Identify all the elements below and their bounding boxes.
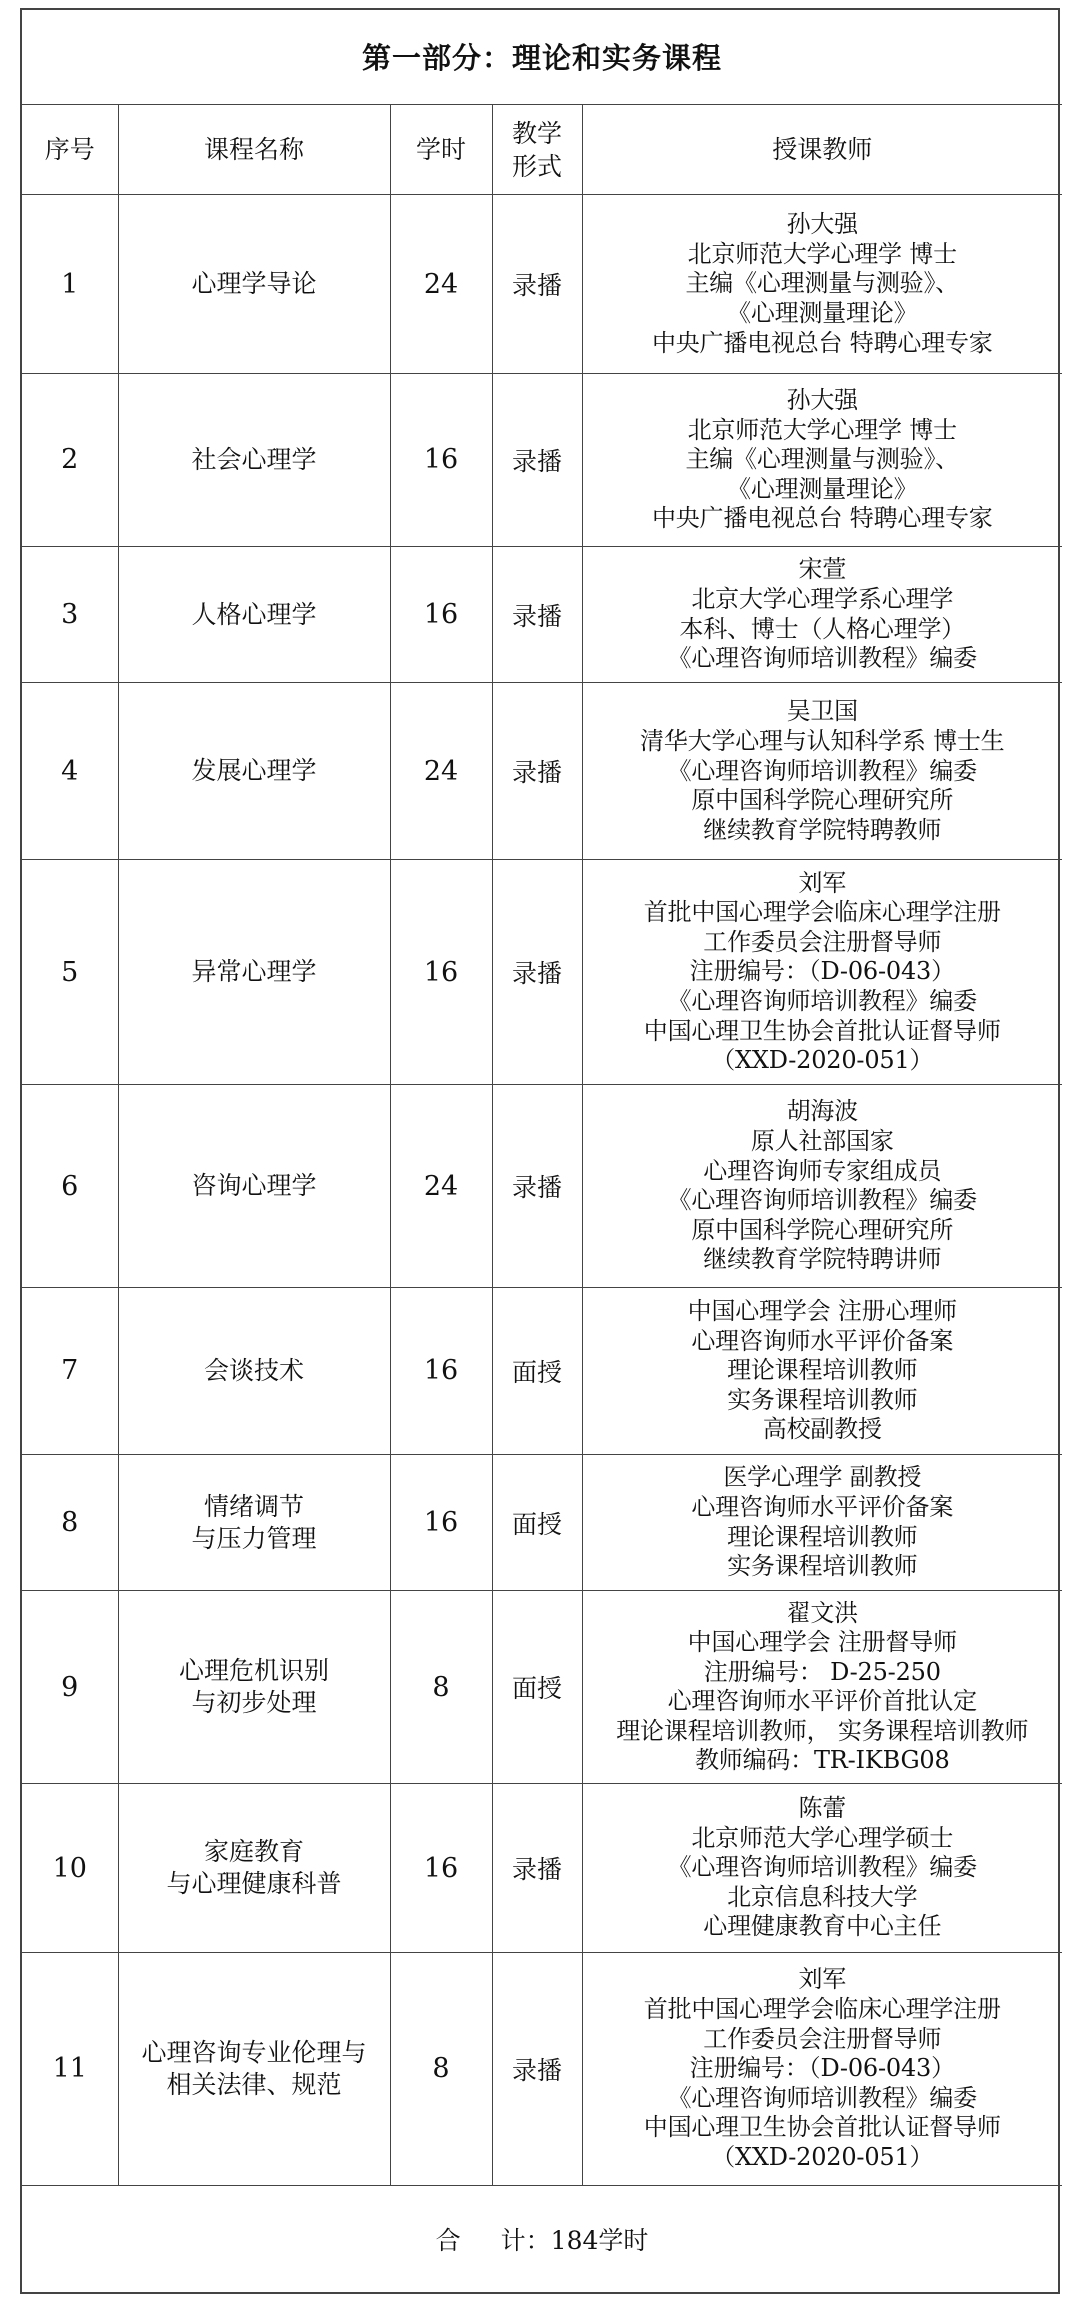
teacher-info-line: 首批中国心理学会临床心理学注册 xyxy=(643,898,1001,927)
teacher-info-line: 刘军 xyxy=(798,1965,847,1994)
row-form: 录播 xyxy=(492,860,582,1085)
teacher-info-line: 注册编号：（D-06-043） xyxy=(689,957,955,986)
total-cell xyxy=(22,2185,1062,2292)
row-index: 9 xyxy=(22,1591,118,1784)
row-form: 面授 xyxy=(492,1288,582,1455)
section-title: 第一部分：理论和实务课程 xyxy=(22,10,1062,104)
table-row xyxy=(22,1591,1062,1784)
row-hours: 8 xyxy=(390,1591,492,1784)
row-teacher xyxy=(582,860,1062,1085)
teacher-info-line: 理论课程培训教师， 实务课程培训教师 xyxy=(616,1716,1029,1745)
table-row xyxy=(22,1454,1062,1591)
row-teacher xyxy=(582,1288,1062,1455)
course-name-line: 与压力管理 xyxy=(191,1523,317,1553)
teacher-info-line: 中国心理卫生协会首批认证督导师 xyxy=(643,1016,1001,1045)
table-row xyxy=(22,1784,1062,1953)
teacher-info-line: 清华大学心理与认知科学系 博士生 xyxy=(640,726,1005,755)
teacher-info-line: 工作委员会注册督导师 xyxy=(703,2024,942,2053)
row-course xyxy=(118,1591,390,1784)
row-form: 录播 xyxy=(492,546,582,683)
teacher-info-line: 《心理咨询师培训教程》编委 xyxy=(667,2083,977,2112)
teacher-info-line: 宋萱 xyxy=(798,555,847,584)
row-hours: 24 xyxy=(390,1085,492,1288)
teacher-info-line: 继续教育学院特聘教师 xyxy=(703,815,942,844)
course-name-line: 情绪调节 xyxy=(203,1491,304,1521)
teacher-info-line: 主编《心理测量与测验》、 xyxy=(685,445,960,474)
course-name-line: 社会心理学 xyxy=(191,444,317,474)
row-index: 8 xyxy=(22,1454,118,1591)
row-course xyxy=(118,1952,390,2185)
row-course xyxy=(118,860,390,1085)
teacher-info-line: 《心理测量理论》 xyxy=(727,474,918,503)
teacher-info-line: 《心理咨询师培训教程》编委 xyxy=(667,644,977,673)
row-form: 录播 xyxy=(492,1085,582,1288)
teacher-info-line: 《心理咨询师培训教程》编委 xyxy=(667,1853,977,1882)
row-course xyxy=(118,374,390,547)
teacher-info-line: 实务课程培训教师 xyxy=(727,1385,918,1414)
teacher-info-line: 理论课程培训教师 xyxy=(727,1356,918,1385)
row-hours: 16 xyxy=(390,374,492,547)
teacher-info-line: 陈蕾 xyxy=(798,1794,847,1823)
row-hours: 16 xyxy=(390,1288,492,1455)
course-name-line: 相关法律、规范 xyxy=(166,2069,342,2099)
teacher-info-line: 实务课程培训教师 xyxy=(727,1552,918,1581)
row-index: 4 xyxy=(22,683,118,860)
table-row xyxy=(22,683,1062,860)
header-hours: 学时 xyxy=(390,104,492,194)
row-form: 面授 xyxy=(492,1591,582,1784)
row-course xyxy=(118,1784,390,1953)
total-label-a: 合 xyxy=(435,2225,461,2255)
teacher-info-line: 北京师范大学心理学硕士 xyxy=(691,1823,954,1852)
teacher-info-line: （XXD-2020-051） xyxy=(711,1046,934,1075)
row-hours: 16 xyxy=(390,860,492,1085)
header-index: 序号 xyxy=(22,104,118,194)
teacher-info-line: 原中国科学院心理研究所 xyxy=(691,786,954,815)
row-course xyxy=(118,546,390,683)
course-name-line: 异常心理学 xyxy=(191,957,317,987)
teacher-info-line: 心理咨询师水平评价备案 xyxy=(691,1326,954,1355)
row-hours: 16 xyxy=(390,546,492,683)
table-row xyxy=(22,546,1062,683)
total-row xyxy=(22,2185,1062,2292)
row-form: 录播 xyxy=(492,683,582,860)
row-teacher xyxy=(582,683,1062,860)
row-index: 3 xyxy=(22,546,118,683)
row-hours: 24 xyxy=(390,195,492,374)
teacher-info-line: 首批中国心理学会临床心理学注册 xyxy=(643,1994,1001,2023)
teacher-info-line: 心理咨询师专家组成员 xyxy=(703,1156,942,1185)
teacher-info-line: 教师编码：TR-IKBG08 xyxy=(694,1746,950,1775)
teacher-info-line: 《心理咨询师培训教程》编委 xyxy=(667,986,977,1015)
course-name-line: 与初步处理 xyxy=(191,1688,317,1718)
teacher-info-line: 翟文洪 xyxy=(786,1598,858,1627)
course-name-line: 咨询心理学 xyxy=(191,1171,317,1201)
table-row xyxy=(22,374,1062,547)
row-hours: 16 xyxy=(390,1784,492,1953)
teacher-info-line: 北京大学心理学系心理学 xyxy=(691,585,954,614)
teacher-info-line: 主编《心理测量与测验》、 xyxy=(685,269,960,298)
teacher-info-line: 北京师范大学心理学 博士 xyxy=(687,415,957,444)
teacher-info-line: 中国心理学会 注册心理师 xyxy=(687,1296,957,1325)
teacher-info-line: 《心理测量理论》 xyxy=(727,298,918,327)
total-label-b: 计：184学时 xyxy=(500,2225,649,2255)
teacher-info-line: 孙大强 xyxy=(786,385,858,414)
table-row xyxy=(22,1085,1062,1288)
teacher-info-line: （XXD-2020-051） xyxy=(711,2142,934,2171)
row-form: 面授 xyxy=(492,1454,582,1591)
teacher-info-line: 胡海波 xyxy=(786,1097,858,1126)
table-row xyxy=(22,1952,1062,2185)
teacher-info-line: 注册编号： D-25-250 xyxy=(703,1657,941,1686)
row-index: 5 xyxy=(22,860,118,1085)
teacher-info-line: 高校副教授 xyxy=(762,1415,882,1444)
row-course xyxy=(118,1454,390,1591)
course-name-line: 与心理健康科普 xyxy=(166,1869,342,1899)
row-form: 录播 xyxy=(492,195,582,374)
teacher-info-line: 中央广播电视总台 特聘心理专家 xyxy=(651,504,993,533)
row-course xyxy=(118,195,390,374)
table-row xyxy=(22,1288,1062,1455)
course-name-line: 家庭教育 xyxy=(203,1837,304,1867)
row-index: 7 xyxy=(22,1288,118,1455)
header-form xyxy=(492,104,582,194)
header-teacher: 授课教师 xyxy=(582,104,1062,194)
row-course xyxy=(118,1085,390,1288)
row-form: 录播 xyxy=(492,1952,582,2185)
row-form: 录播 xyxy=(492,374,582,547)
header-course: 课程名称 xyxy=(118,104,390,194)
teacher-info-line: 心理咨询师水平评价备案 xyxy=(691,1492,954,1521)
teacher-info-line: 注册编号：（D-06-043） xyxy=(689,2054,955,2083)
teacher-info-line: 心理咨询师水平评价首批认定 xyxy=(667,1687,977,1716)
course-name-line: 会谈技术 xyxy=(203,1355,304,1385)
course-name-line: 发展心理学 xyxy=(191,756,317,786)
teacher-info-line: 中央广播电视总台 特聘心理专家 xyxy=(651,328,993,357)
row-teacher xyxy=(582,546,1062,683)
teacher-info-line: 理论课程培训教师 xyxy=(727,1522,918,1551)
teacher-info-line: 孙大强 xyxy=(786,210,858,239)
row-index: 6 xyxy=(22,1085,118,1288)
row-index: 11 xyxy=(22,1952,118,2185)
teacher-info-line: 医学心理学 副教授 xyxy=(723,1463,922,1492)
teacher-info-line: 中国心理学会 注册督导师 xyxy=(687,1628,957,1657)
teacher-info-line: 原人社部国家 xyxy=(750,1126,894,1155)
teacher-info-line: 刘军 xyxy=(798,868,847,897)
teacher-info-line: 《心理咨询师培训教程》编委 xyxy=(667,1186,977,1215)
header-form-line1: 教学 xyxy=(511,118,562,148)
row-teacher xyxy=(582,1952,1062,2185)
teacher-info-line: 《心理咨询师培训教程》编委 xyxy=(667,756,977,785)
teacher-info-line: 继续教育学院特聘讲师 xyxy=(703,1245,942,1274)
course-table xyxy=(22,10,1062,2292)
row-course xyxy=(118,1288,390,1455)
row-hours: 16 xyxy=(390,1454,492,1591)
section-title-row xyxy=(22,10,1062,104)
teacher-info-line: 中国心理卫生协会首批认证督导师 xyxy=(643,2113,1001,2142)
teacher-info-line: 本科、博士（人格心理学） xyxy=(679,614,966,643)
course-name-line: 心理学导论 xyxy=(191,269,317,299)
row-teacher xyxy=(582,1784,1062,1953)
row-form: 录播 xyxy=(492,1784,582,1953)
row-index: 1 xyxy=(22,195,118,374)
row-teacher xyxy=(582,195,1062,374)
row-hours: 24 xyxy=(390,683,492,860)
teacher-info-line: 吴卫国 xyxy=(786,697,858,726)
teacher-info-line: 北京信息科技大学 xyxy=(727,1882,918,1911)
table-row xyxy=(22,195,1062,374)
row-index: 10 xyxy=(22,1784,118,1953)
row-teacher xyxy=(582,1591,1062,1784)
row-teacher xyxy=(582,374,1062,547)
row-hours: 8 xyxy=(390,1952,492,2185)
course-name-line: 心理咨询专业伦理与 xyxy=(141,2037,367,2067)
header-row xyxy=(22,104,1062,194)
course-name-line: 人格心理学 xyxy=(191,599,317,629)
teacher-info-line: 心理健康教育中心主任 xyxy=(703,1912,942,1941)
course-name-line: 心理危机识别 xyxy=(178,1656,329,1686)
row-course xyxy=(118,683,390,860)
row-teacher xyxy=(582,1085,1062,1288)
teacher-info-line: 工作委员会注册督导师 xyxy=(703,927,942,956)
teacher-info-line: 北京师范大学心理学 博士 xyxy=(687,239,957,268)
teacher-info-line: 原中国科学院心理研究所 xyxy=(691,1215,954,1244)
course-table-sheet xyxy=(20,8,1060,2294)
table-row xyxy=(22,860,1062,1085)
header-form-line2: 形式 xyxy=(511,151,562,181)
row-teacher xyxy=(582,1454,1062,1591)
row-index: 2 xyxy=(22,374,118,547)
